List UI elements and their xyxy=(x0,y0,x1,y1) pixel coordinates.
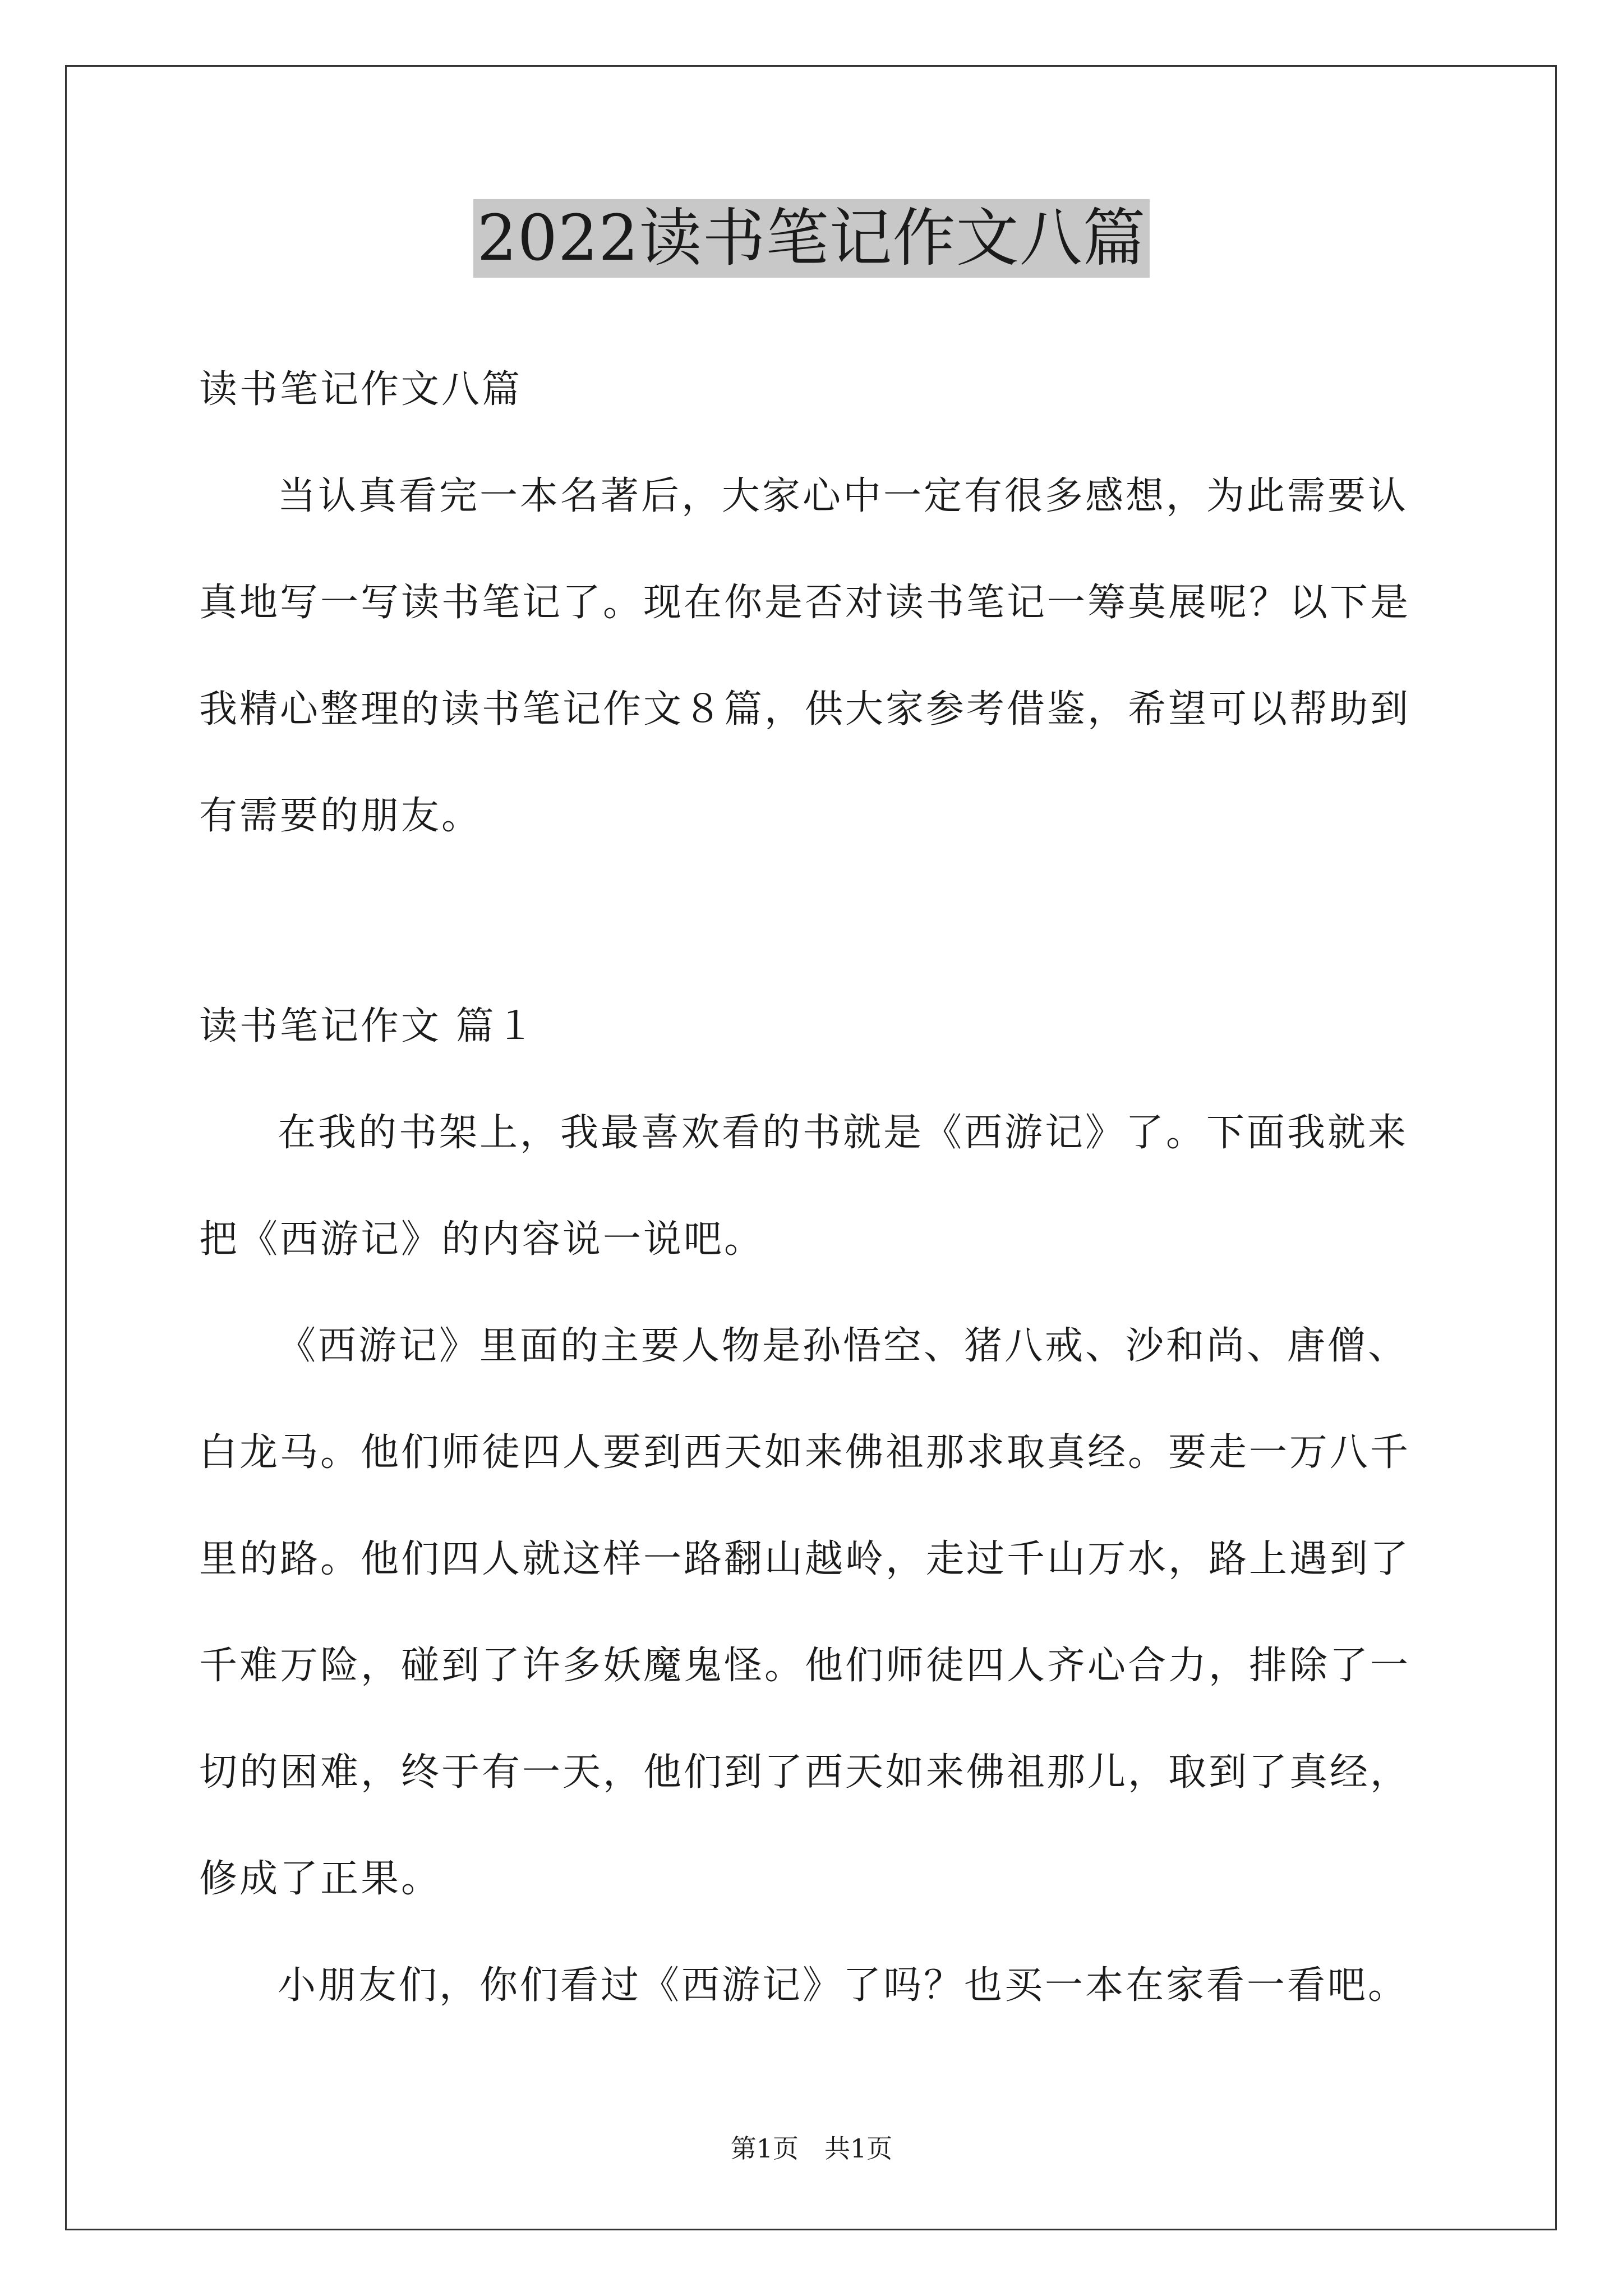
section-heading: 读书笔记作文 篇１ xyxy=(199,1004,537,1048)
paragraph-line: 千难万险，碰到了许多妖魔鬼怪。他们师徒四人齐心合力，排除了一 xyxy=(199,1644,1411,1688)
paragraph-line: 在我的书架上，我最喜欢看的书就是《西游记》了。下面我就来 xyxy=(278,1111,1409,1155)
paragraph-line: 白龙马。他们师徒四人要到西天如来佛祖那求取真经。要走一万八千 xyxy=(199,1430,1411,1475)
paragraph-line: 《西游记》里面的主要人物是孙悟空、猪八戒、沙和尚、唐僧、 xyxy=(278,1324,1409,1368)
paragraph-line: 把《西游记》的内容说一说吧。 xyxy=(199,1217,765,1262)
paragraph-line: 小朋友们，你们看过《西游记》了吗？也买一本在家看一看吧。 xyxy=(278,1963,1409,2008)
document-title: 2022读书笔记作文八篇 xyxy=(473,199,1149,278)
paragraph-line: 切的困难，终于有一天，他们到了西天如来佛祖那儿，取到了真经， xyxy=(199,1750,1411,1795)
document-body xyxy=(199,337,1430,2039)
intro-line: 真地写一写读书笔记了。现在你是否对读书笔记一筹莫展呢？以下是 xyxy=(199,581,1411,625)
page-number-footer: 第1页 共1页 xyxy=(730,2133,893,2164)
paragraph-line: 里的路。他们四人就这样一路翻山越岭，走过千山万水，路上遇到了 xyxy=(199,1537,1411,1581)
intro-line: 我精心整理的读书笔记作文８篇，供大家参考借鉴，希望可以帮助到 xyxy=(199,687,1411,731)
paragraph-line: 修成了正果。 xyxy=(199,1857,442,1901)
intro-line: 当认真看完一本名著后，大家心中一定有很多感想，为此需要认 xyxy=(278,474,1409,518)
title-container xyxy=(0,199,1623,278)
intro-heading: 读书笔记作文八篇 xyxy=(199,367,523,412)
intro-line: 有需要的朋友。 xyxy=(199,794,482,838)
section-spacer xyxy=(199,869,1430,973)
